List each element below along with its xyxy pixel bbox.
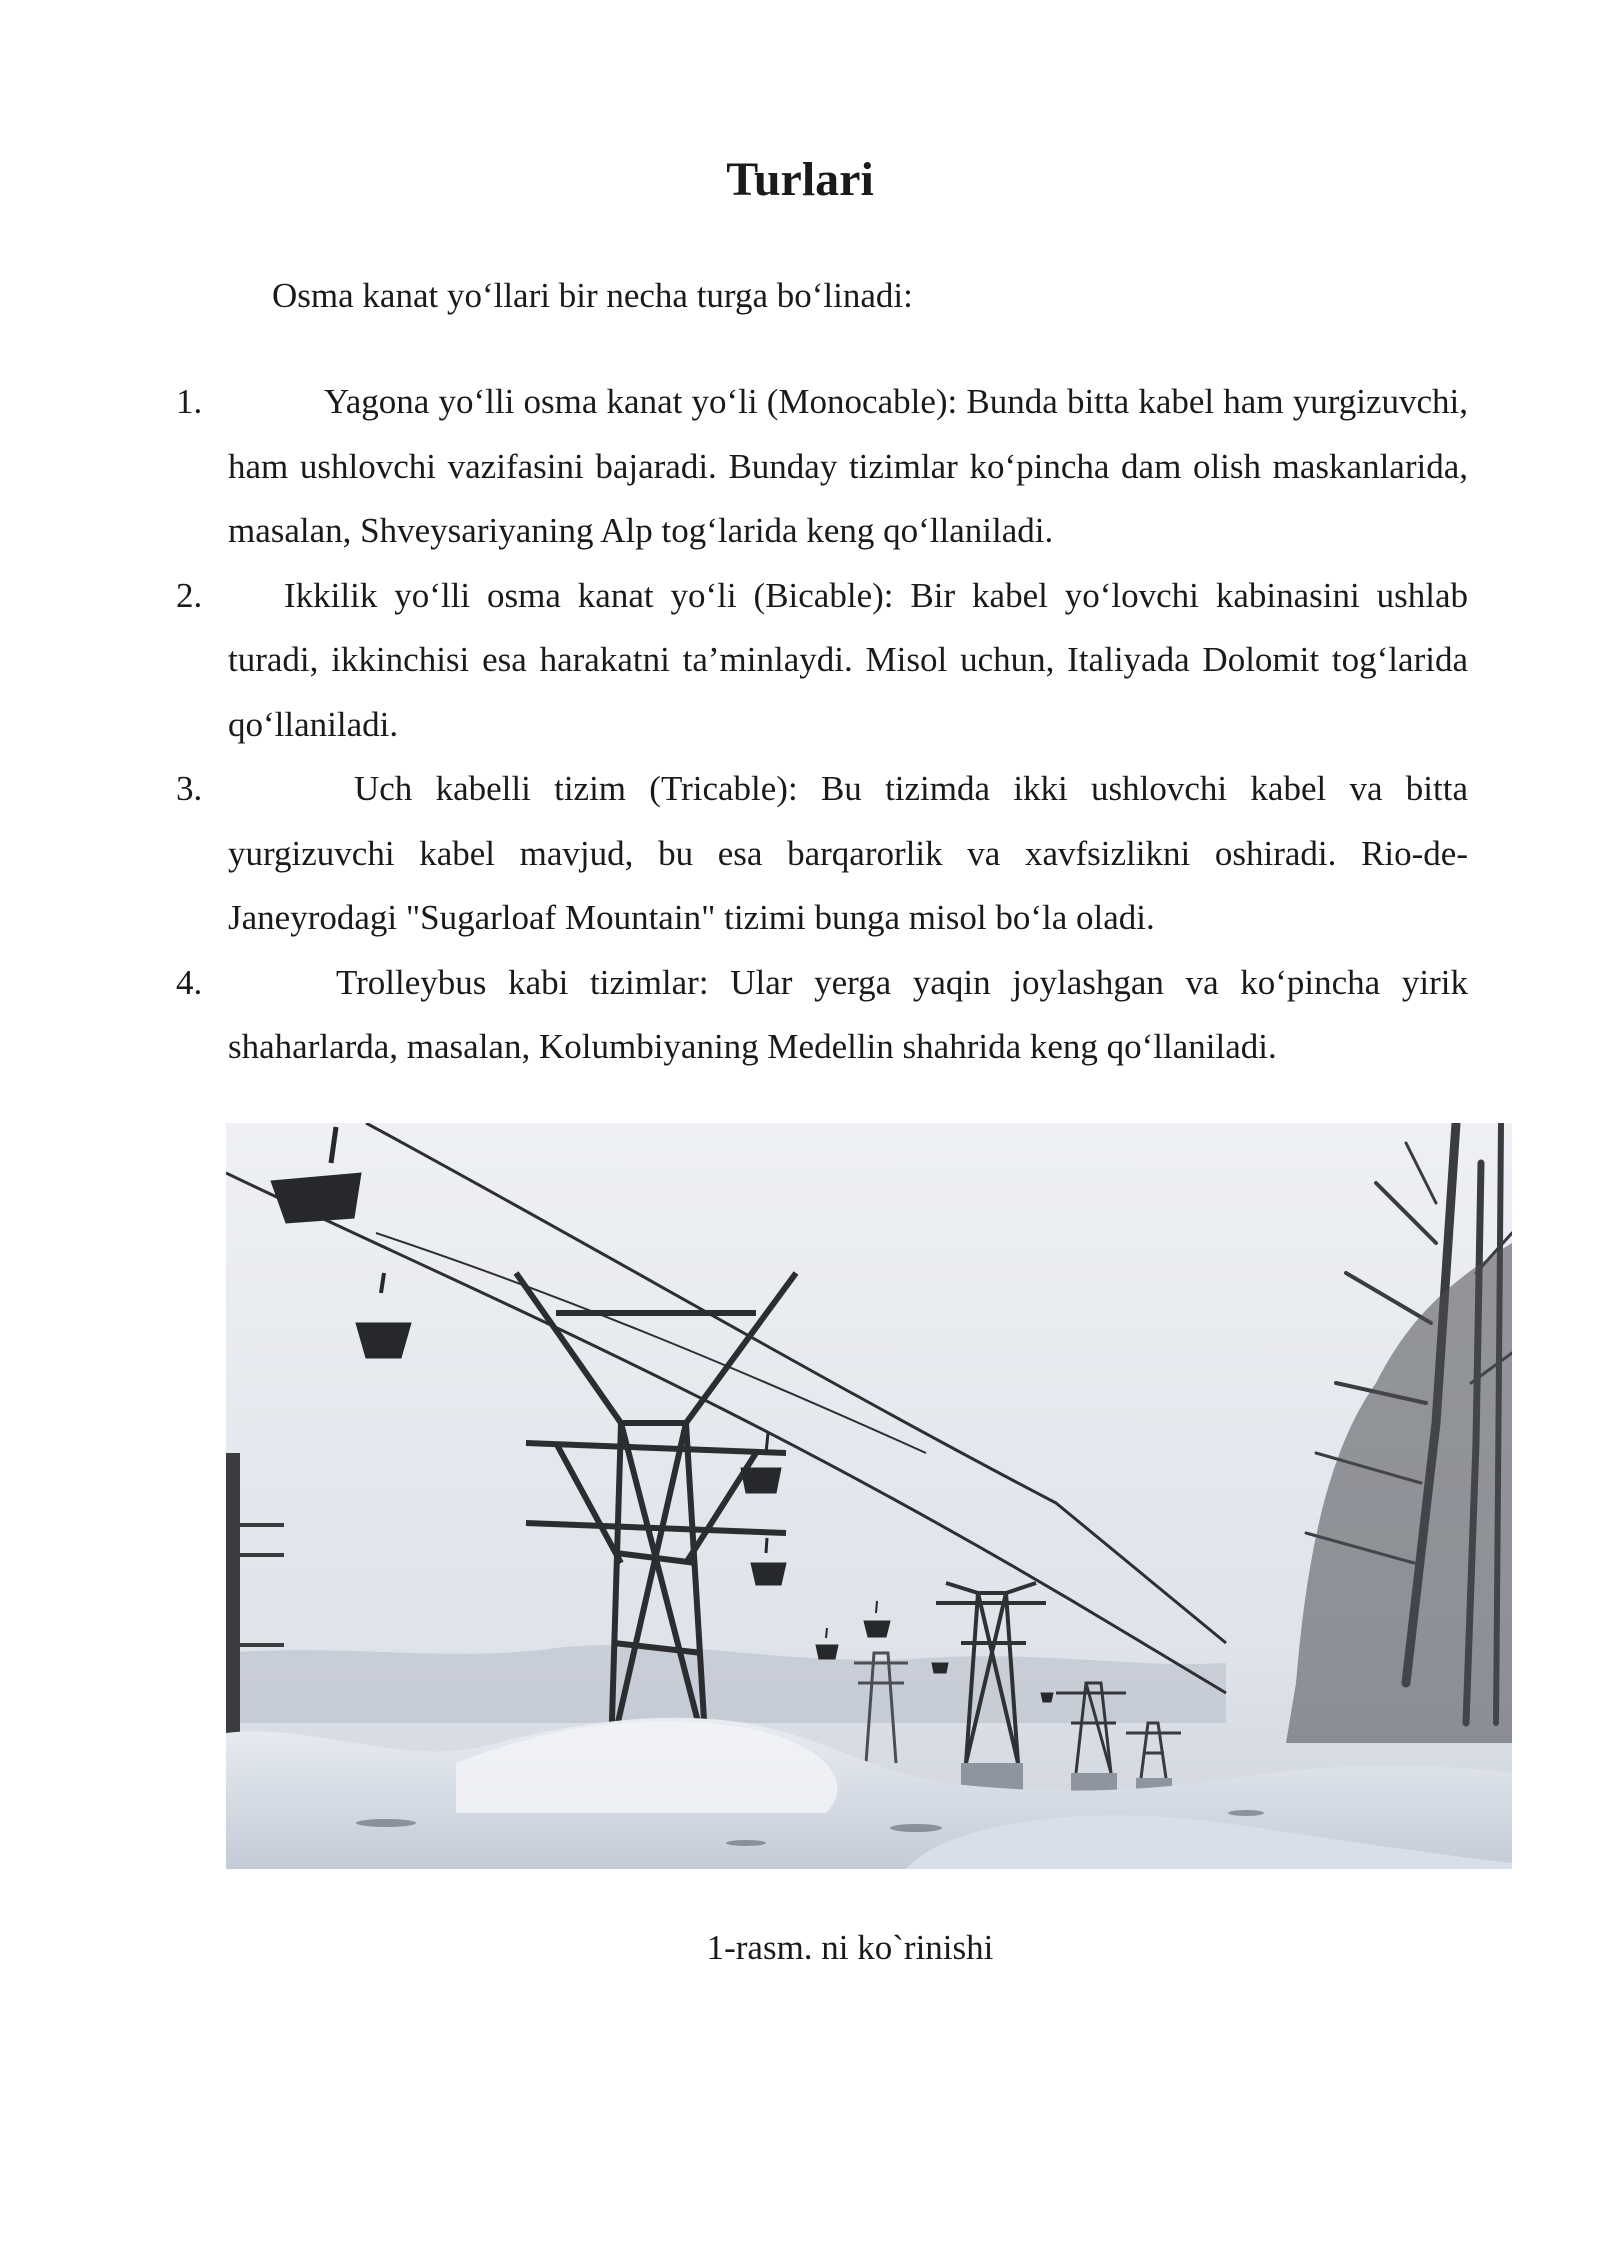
list-item <box>176 370 1468 564</box>
cable-car-photo <box>226 1123 1512 1869</box>
list-item-text: Trolleybus kabi tizimlar: Ular yerga yaqin joylashgan va ko‘pincha yirik shaharlarda, masalan, Kolumbiyaning Medellin shahrida keng qo‘llaniladi. <box>228 962 1468 1066</box>
list-item <box>176 757 1468 951</box>
list-item <box>176 564 1468 758</box>
page-title: Turlari <box>726 153 874 206</box>
intro-paragraph: Osma kanat yo‘llari bir necha turga bo‘linadi: <box>272 276 913 315</box>
list-item-text: Ikkilik yo‘lli osma kanat yo‘li (Bicable): Bir kabel yo‘lovchi kabinasini ushlab turadi, ikkinchisi esa harakatni ta’minlaydi. Misol uchun, Italiyada Dolomit tog‘larida qo‘llaniladi. <box>228 575 1468 744</box>
list-item-number: 4. <box>176 962 203 1002</box>
figure-caption: 1-rasm. ni ko`rinishi <box>706 1928 994 1967</box>
list-item <box>176 951 1468 1080</box>
types-list <box>176 370 1468 1080</box>
cable-car-illustration <box>226 1123 1512 1869</box>
list-item-text: Uch kabelli tizim (Tricable): Bu tizimda ikki ushlovchi kabel va bitta yurgizuvchi kabel mavjud, bu esa barqarorlik va xavfsizlikni oshiradi. Rio-de-Janeyrodagi "Sugarloaf Mountain" tizimi bunga misol bo‘la oladi. <box>228 769 1468 937</box>
list-item-text: Yagona yo‘lli osma kanat yo‘li (Monocable): Bunda bitta kabel ham yurgizuvchi, ham ushlovchi vazifasini bajaradi. Bunday tizimlar ko‘pincha dam olish maskanlarida, masalan, Shveysariyaning Alp tog‘larida keng qo‘llaniladi. <box>228 382 1468 550</box>
list-item-number: 3. <box>176 769 203 808</box>
list-item-number: 2. <box>176 575 203 615</box>
list-item-number: 1. <box>176 382 203 421</box>
